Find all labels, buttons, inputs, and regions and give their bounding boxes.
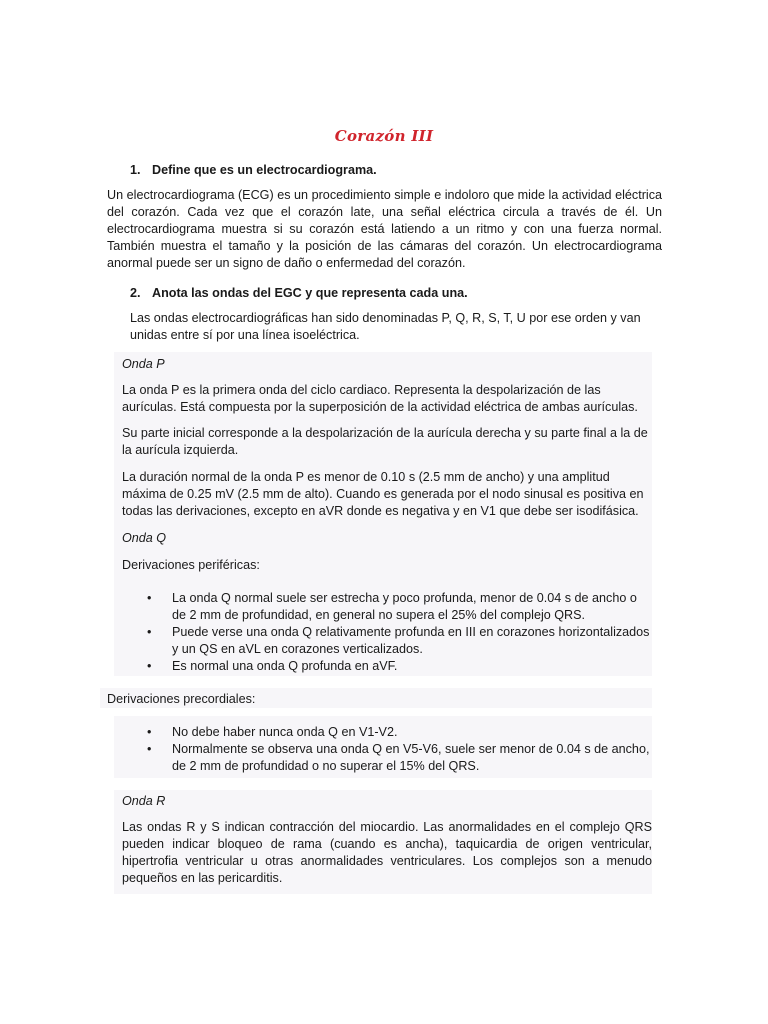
bullet-icon: • — [147, 725, 152, 739]
question-1-heading — [130, 162, 377, 179]
precordiales-list — [147, 724, 657, 775]
onda-p-paragraph-3: La duración normal de la onda P es menor de 0.10 s (2.5 mm de ancho) y una amplitud máxima de 0.25 mV (2.5 mm de alto). Cuando es generada por el nodo sinusal es positiva en todas las derivaciones, excepto en aVR donde es negativa y en V1 que debe ser isodifásica. — [122, 470, 644, 518]
question-1-answer: Un electrocardiograma (ECG) es un procedimiento simple e indoloro que mide la actividad eléctrica del corazón. Cada vez que el corazón late, una señal eléctrica circula a través de él. Un electrocardiograma muestra si su corazón está latiendo a un ritmo y con una fuerza normal. También muestra el tamaño y la posición de las cámaras del corazón. Un electrocardiograma anormal puede ser un signo de daño o enfermedad del corazón. — [107, 188, 662, 270]
question-2-number: 2. — [130, 286, 141, 300]
perifericas-list — [147, 590, 652, 675]
page-title: Corazón III — [334, 127, 434, 145]
bullet-icon: • — [147, 742, 152, 756]
list-item: • La onda Q normal suele ser estrecha y poco profunda, menor de 0.04 s de ancho o de 2 mm de profundidad, en general no supera el 25% del complejo QRS. — [147, 591, 637, 622]
question-2-heading — [130, 285, 468, 302]
bullet-icon: • — [147, 625, 152, 639]
perifericas-label: Derivaciones periféricas: — [122, 558, 260, 572]
list-item: • Normalmente se observa una onda Q en V5-V6, suele ser menor de 0.04 s de ancho, de 2 mm de profundidad o no superar el 15% del QRS. — [147, 742, 650, 773]
question-1-text: Define que es un electrocardiograma. — [152, 163, 377, 177]
list-item: • No debe haber nunca onda Q en V1-V2. — [147, 725, 398, 739]
list-item: • Es normal una onda Q profunda en aVF. — [147, 659, 398, 673]
list-item: • Puede verse una onda Q relativamente profunda en III en corazones horizontalizados y un QS en aVL en corazones verticalizados. — [147, 625, 650, 656]
question-2-text: Anota las ondas del EGC y que representa cada una. — [152, 286, 468, 300]
onda-p-heading: Onda P — [122, 357, 165, 371]
onda-q-heading: Onda Q — [122, 531, 167, 545]
bullet-icon: • — [147, 659, 152, 673]
onda-p-paragraph-2: Su parte inicial corresponde a la despolarización de la aurícula derecha y su parte final a la de la aurícula izquierda. — [122, 426, 648, 457]
question-2-intro: Las ondas electrocardiográficas han sido denominadas P, Q, R, S, T, U por ese orden y van unidas entre sí por una línea isoeléctrica. — [130, 311, 641, 342]
onda-p-paragraph-1: La onda P es la primera onda del ciclo cardiaco. Representa la despolarización de las aurículas. Está compuesta por la superposición de la actividad eléctrica de ambas aurículas. — [122, 383, 638, 414]
onda-r-paragraph-1: Las ondas R y S indican contracción del miocardio. Las anormalidades en el complejo QRS pueden indicar bloqueo de rama (cuando es ancha), taquicardia de origen ventricular, hipertrofia ventricular u otras anormalidades ventriculares. Los complejos son a menudo pequeños en las pericarditis. — [122, 820, 652, 885]
onda-r-heading: Onda R — [122, 794, 166, 808]
bullet-icon: • — [147, 591, 152, 605]
question-1-number: 1. — [130, 163, 141, 177]
precordiales-label: Derivaciones precordiales: — [107, 692, 256, 706]
